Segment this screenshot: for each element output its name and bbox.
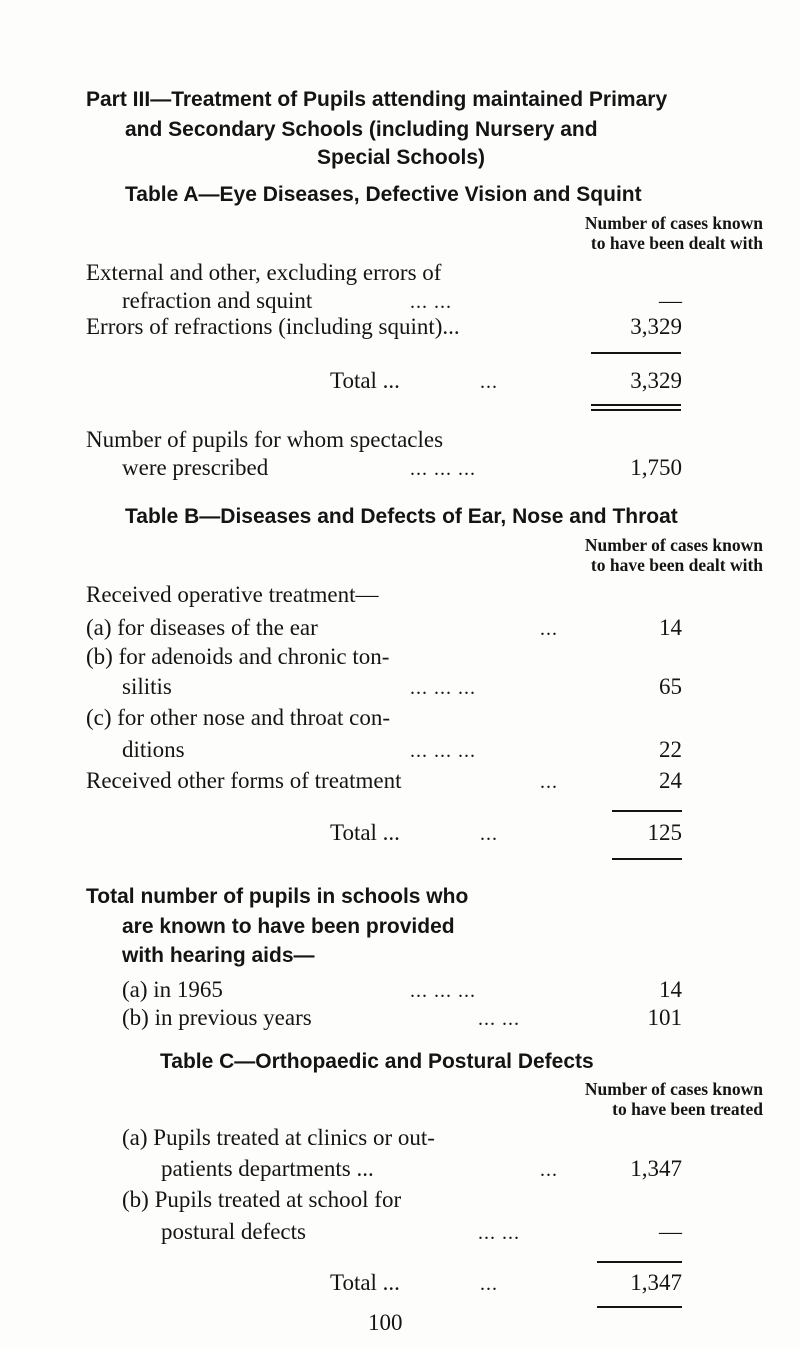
table-b-row-a-label: (a) for diseases of the ear [86,615,318,640]
table-a-row1-label-line1: External and other, excluding errors of [86,260,442,285]
table-c-row-a-dots: ... [540,1159,558,1181]
hearing-item-b-label: (b) in previous years [122,1005,312,1030]
spectacles-dots: ... ... ... [410,458,476,480]
part-title-line2: and Secondary Schools (including Nursery and [125,118,598,141]
table-c-title: Table C—Orthopaedic and Postural Defects [160,1050,594,1073]
table-a-title: Table A—Eye Diseases, Defective Vision and Squint [125,183,642,206]
part-title-line3: Special Schools) [317,146,486,169]
hearing-item-a-label: (a) in 1965 [122,977,223,1002]
table-a-row2-label: Errors of refractions (including squint)... [86,314,460,339]
table-b-total-value: 125 [647,820,682,845]
table-b-row-b-label-line2: silitis [122,674,172,699]
table-b-row-other-value: 24 [659,768,682,793]
hearing-item-b-value: 101 [647,1005,682,1030]
table-c-column-header-line2: to have been treated [612,1099,763,1119]
table-b-row-a-dots: ... [540,618,558,640]
table-b-row-a-value: 14 [659,615,682,640]
table-b-row-c-value: 22 [659,737,682,762]
spectacles-label-line2: were prescribed [122,455,269,480]
table-b-row-other-label: Received other forms of treatment [86,768,402,793]
table-c-column-header-line1: Number of cases known [584,1079,763,1099]
hearing-line1: Total number of pupils in schools who [86,885,469,908]
table-a-column-header-line2: to have been dealt with [590,233,763,253]
hearing-item-a-value: 14 [659,977,682,1002]
hearing-line2: are known to have been provided [122,915,455,938]
table-b-total-rule-top [612,810,682,812]
spectacles-value: 1,750 [630,455,682,480]
spectacles-label-line1: Number of pupils for whom spectacles [86,427,444,452]
table-c-total-value: 1,347 [630,1270,682,1295]
table-c-row-b-label-line2: postural defects [161,1219,306,1244]
table-a-total-rule-bottom-1 [591,404,681,406]
table-b-row-b-value: 65 [659,674,682,699]
table-c-total-rule-bottom [597,1306,682,1308]
table-c-row-a-label-line1: (a) Pupils treated at clinics or out- [122,1125,435,1150]
table-b-row-b-label-line1: (b) for adenoids and chronic ton- [86,644,390,669]
table-a-row2-value: 3,329 [630,314,682,339]
hearing-item-a-dots: ... ... ... [410,980,476,1002]
table-b-row-other-dots: ... [540,771,558,793]
table-c-row-b-label-line1: (b) Pupils treated at school for [122,1187,402,1212]
table-a-total-rule-bottom-2 [591,409,681,411]
table-c-row-b-value: — [659,1219,682,1244]
table-b-column-header-line1: Number of cases known [584,535,763,555]
table-a-row1-label-line2: refraction and squint [122,288,313,313]
table-c-total-label: Total ... [330,1270,400,1295]
table-c-row-b-dots: ... ... [478,1222,520,1244]
table-b-column-header-line2: to have been dealt with [590,555,763,575]
table-b-row-c-label-line1: (c) for other nose and throat con- [86,705,390,730]
table-b-row-c-dots: ... ... ... [410,740,476,762]
table-a-row1-dots: ... ... [410,291,452,313]
table-a-total-dots: ... [480,371,498,393]
table-a-column-header-line1: Number of cases known [584,213,763,233]
hearing-line3: with hearing aids— [122,944,315,967]
table-c-total-dots: ... [480,1273,498,1295]
hearing-item-b-dots: ... ... [478,1008,520,1030]
table-b-row-b-dots: ... ... ... [410,677,476,699]
table-b-total-label: Total ... [330,820,400,845]
table-c-row-a-label-line2: patients departments ... [161,1156,374,1181]
table-b-total-rule-bottom [612,858,682,860]
table-a-total-label: Total ... [330,368,400,393]
table-c-row-a-value: 1,347 [630,1156,682,1181]
page-number: 100 [368,1310,403,1335]
table-b-row-c-label-line2: ditions [122,737,185,762]
table-a-total-value: 3,329 [630,368,682,393]
received-operative-label: Received operative treatment— [86,582,379,607]
table-b-title: Table B—Diseases and Defects of Ear, Nose and Throat [125,505,678,528]
table-c-total-rule-top [597,1261,682,1263]
part-title-line1: Part III—Treatment of Pupils attending maintained Primary [86,88,668,111]
table-a-row1-value: — [659,288,682,313]
table-a-total-rule-top [591,352,681,354]
table-b-total-dots: ... [480,823,498,845]
